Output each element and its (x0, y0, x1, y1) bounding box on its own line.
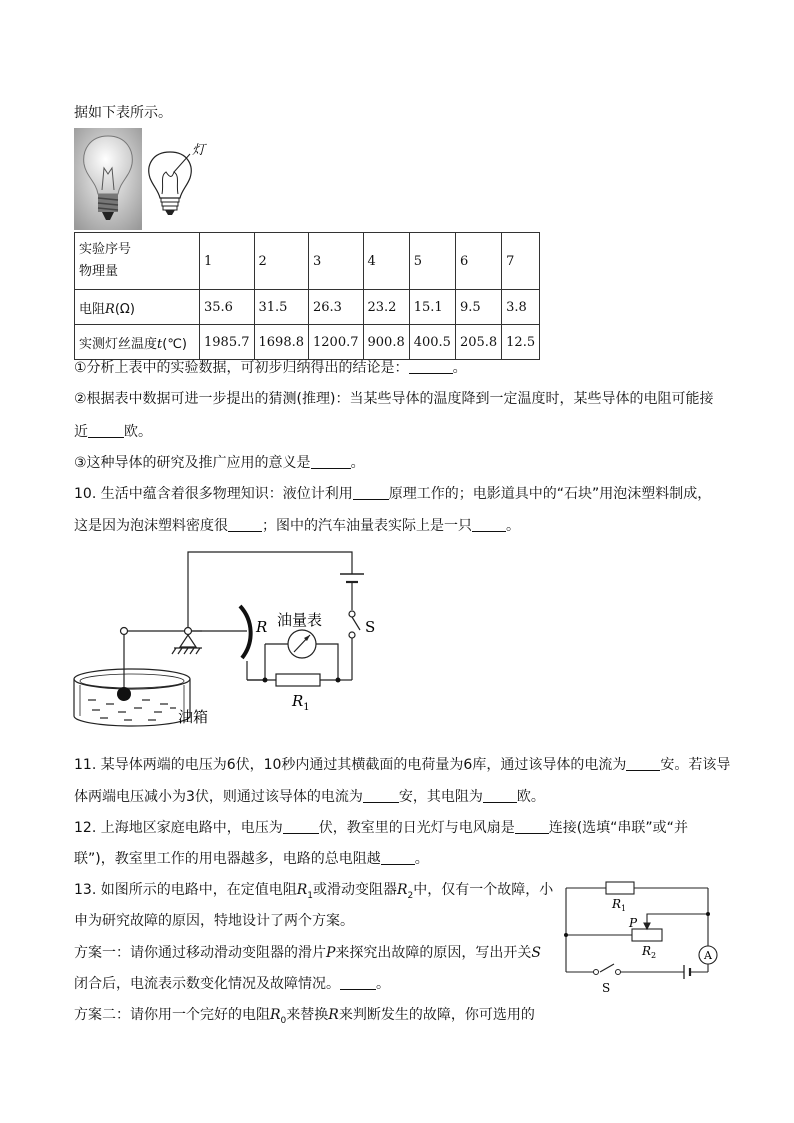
fuel-gauge-circuit-figure (62, 544, 392, 744)
table-cell: 35.6 (200, 290, 255, 325)
q13-line5: 方案二：请你用一个完好的电阻$R_0$来替换R来判断发生的故障，你可选用的 (74, 1007, 535, 1026)
q13-line1: 13. 如图所示的电路中，在定值电阻$R_1$或滑动变阻器$R_2$中，仅有一个故障，小 (74, 882, 554, 901)
fig2-label-P: P (629, 916, 638, 930)
table-row (75, 290, 540, 325)
q11-line2: 体两端电压减小为3伏，则通过该导体的电流为 安，其电阻为 欧。 (74, 789, 545, 805)
table-cell: 900.8 (363, 325, 409, 360)
label-R: R (256, 618, 268, 636)
answer-blank[interactable] (626, 756, 660, 771)
answer-blank[interactable] (228, 517, 262, 532)
col-header: 7 (502, 233, 540, 290)
q9-part2-line2: 近 欧。 (74, 424, 152, 440)
float-ball (117, 687, 131, 701)
table-cell: 205.8 (455, 325, 501, 360)
q9-part2-line1: ②根据表中数据可进一步提出的猜测(推理)：当某些导体的温度降到一定温度时，某些导体的电阻可能接 (74, 391, 714, 407)
answer-blank[interactable] (409, 359, 453, 374)
answer-blank[interactable] (363, 788, 399, 803)
row-label: 实测灯丝温度t(℃) (75, 325, 200, 360)
q10-line1: 10. 生活中蕴含着很多物理知识：液位计利用 原理工作的；电影道具中的“石块”用泡沫塑料制成， (74, 486, 712, 502)
answer-blank[interactable] (283, 819, 319, 834)
answer-blank[interactable] (340, 975, 376, 990)
table-cell: 23.2 (363, 290, 409, 325)
table-cell: 12.5 (502, 325, 540, 360)
q10-line2: 这是因为泡沫塑料密度很 ；图中的汽车油量表实际上是一只 。 (74, 518, 520, 534)
table-header-row (75, 233, 540, 290)
col-header: 5 (409, 233, 455, 290)
table-cell: 9.5 (455, 290, 501, 325)
table-cell: 26.3 (309, 290, 364, 325)
answer-blank[interactable] (515, 819, 549, 834)
q13-circuit-figure (556, 872, 726, 997)
fig2-label-R2: $R_2$ (642, 944, 657, 960)
table-cell: 1200.7 (309, 325, 364, 360)
table-cell: 1985.7 (200, 325, 255, 360)
q11-line1: 11. 某导体两端的电压为6伏，10秒内通过其横截面的电荷量为6库，通过该导体的电流为 安。若该导 (74, 757, 731, 773)
q9-part3: ③这种导体的研究及推广应用的意义是 。 (74, 455, 365, 471)
intro-text: 据如下表所示。 (74, 105, 172, 121)
table-cell: 3.8 (502, 290, 540, 325)
fuel-meter-icon (288, 630, 316, 658)
q9-part1: ①分析上表中的实验数据，可初步归纳得出的结论是： 。 (74, 360, 467, 376)
label-oil-tank: 油箱 (178, 708, 209, 726)
q13-line3: 方案一：请你通过移动滑动变阻器的滑片P来探究出故障的原因，写出开关S (74, 945, 542, 961)
answer-blank[interactable] (353, 485, 389, 500)
answer-blank[interactable] (472, 517, 506, 532)
answer-blank[interactable] (381, 850, 415, 865)
q12-line2: 联”)，教室里工作的用电器越多，电路的总电阻越 。 (74, 851, 429, 867)
q13-line2: 申为研究故障的原因，特地设计了两个方案。 (74, 913, 354, 929)
table-row (75, 325, 540, 360)
label-R1: $R_1$ (292, 692, 310, 713)
col-header: 6 (455, 233, 501, 290)
bulb-figure (74, 128, 224, 230)
experiment-table (74, 232, 540, 360)
col-header: 1 (200, 233, 255, 290)
bulb-outline-drawing (149, 152, 191, 215)
answer-blank[interactable] (483, 788, 517, 803)
q12-line1: 12. 上海地区家庭电路中，电压为 伏，教室里的日光灯与电风扇是 连接(选填“串联”或“并 (74, 820, 688, 836)
table-corner-cell (75, 233, 200, 290)
arc-resistor (240, 606, 251, 658)
answer-blank[interactable] (88, 423, 124, 438)
table-cell: 400.5 (409, 325, 455, 360)
table-cell: 15.1 (409, 290, 455, 325)
bulb-label: 灯 (192, 143, 206, 158)
fig2-label-S: S (602, 981, 611, 995)
col-header: 4 (363, 233, 409, 290)
bulb-photo (74, 128, 142, 230)
q13-line4: 闭合后，电流表示数变化情况及故障情况。 。 (74, 976, 390, 992)
fig2-label-A: A (704, 949, 712, 962)
header-bottom-label: 物理量 (79, 264, 119, 279)
col-header: 3 (309, 233, 364, 290)
label-fuel-meter: 油量表 (277, 611, 323, 629)
header-top-label: 实验序号 (79, 242, 132, 257)
label-S: S (365, 618, 376, 636)
row-label: 电阻R(Ω) (75, 290, 200, 325)
col-header: 2 (254, 233, 309, 290)
table-cell: 31.5 (254, 290, 309, 325)
answer-blank[interactable] (311, 454, 351, 469)
table-cell: 1698.8 (254, 325, 309, 360)
fig2-label-R1: $R_1$ (612, 897, 627, 913)
